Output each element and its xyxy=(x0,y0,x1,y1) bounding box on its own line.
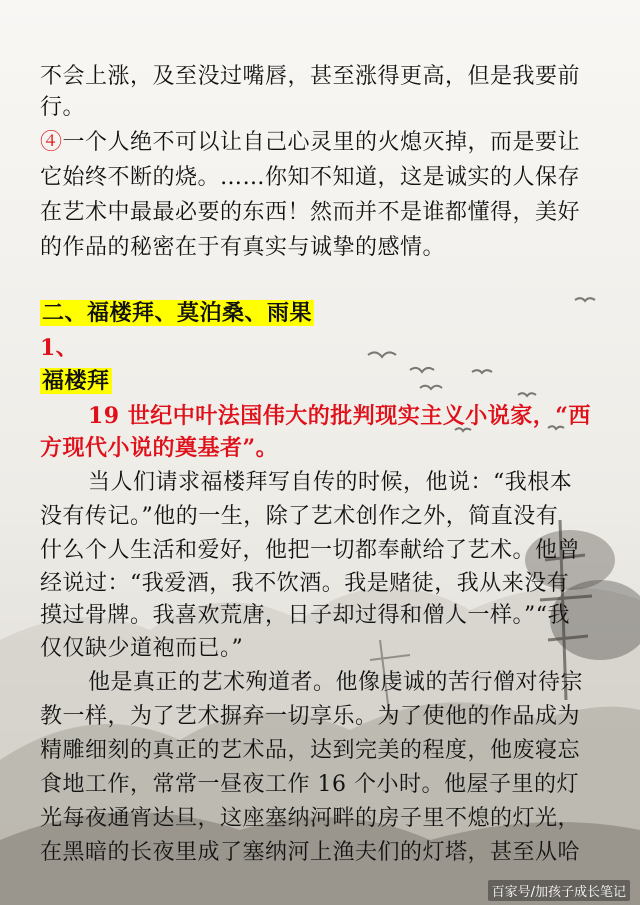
watermark-text: 百家号/加孩子成长笔记 xyxy=(488,880,630,901)
text-line: 它始终不断的烧。……你知不知道，这是诚实的人保存 xyxy=(40,165,581,190)
section-number: 1、 xyxy=(40,335,79,361)
text-line: 行。 xyxy=(40,95,86,120)
text-line-content: 一个人绝不可以让自己心灵里的火熄灭掉，而是要让 xyxy=(62,130,581,155)
text-line: 他是真正的艺术殉道者。他像虔诚的苦行僧对待宗 xyxy=(88,670,584,695)
text-line: 仅仅缺少道袍而已。” xyxy=(40,636,244,661)
text-line: 在艺术中最最必要的东西！然而并不是谁都懂得，美好 xyxy=(40,200,581,225)
text-line: 当人们请求福楼拜写自传的时候，他说：“我根本 xyxy=(88,470,573,495)
text-line: 什么个人生活和爱好，他把一切都奉献给了艺术。他曾 xyxy=(40,538,581,563)
text-line: 没有传记。”他的一生，除了艺术创作之外，简直没有 xyxy=(40,504,559,529)
text-line: 食地工作，常常一昼夜工作 16 个小时。他屋子里的灯 xyxy=(40,772,579,797)
text-line: 经说过：“我爱酒，我不饮酒。我是赌徒，我从来没有 xyxy=(40,571,570,596)
text-line: 的作品的秘密在于有真实与诚挚的感情。 xyxy=(40,235,446,260)
author-name xyxy=(40,366,112,397)
section-heading xyxy=(40,298,314,329)
text-line: 在黑暗的长夜里成了塞纳河上渔夫们的灯塔，甚至从哈 xyxy=(40,840,581,865)
section-heading-text: 二、福楼拜、莫泊桑、雨果 xyxy=(42,300,313,326)
text-line xyxy=(40,128,580,158)
text-line: 教一样，为了艺术摒弃一切享乐。为了使他的作品成为 xyxy=(40,704,581,729)
text-line: 精雕细刻的真正的艺术品，达到完美的程度，他废寝忘 xyxy=(40,738,581,763)
text-line: 摸过骨牌。我喜欢荒唐，日子却过得和僧人一样。”“我 xyxy=(40,603,570,628)
text-line: 光每夜通宵达旦，这座塞纳河畔的房子里不熄的灯光， xyxy=(40,806,581,831)
intro-line: 方现代小说的奠基者”。 xyxy=(40,435,279,461)
text-line: 不会上涨，及至没过嘴唇，甚至涨得更高，但是我要前 xyxy=(40,64,581,89)
intro-line: 19 世纪中叶法国伟大的批判现实主义小说家，“西 xyxy=(88,403,591,429)
author-name-text: 福楼拜 xyxy=(42,368,110,394)
circled-number: ④ xyxy=(40,130,63,155)
